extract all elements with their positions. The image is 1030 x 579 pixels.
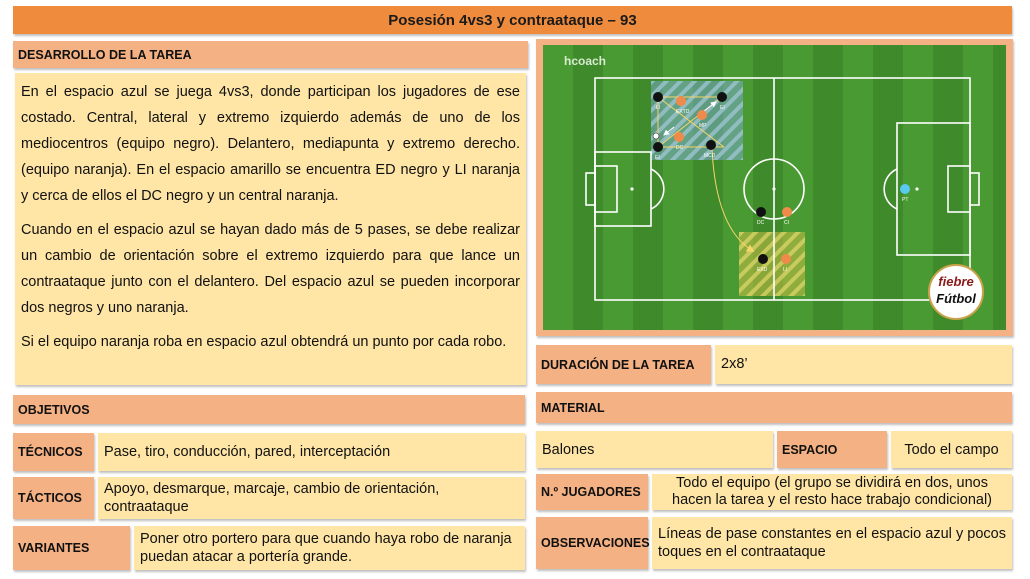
material-value: Balones (536, 431, 773, 468)
player-label: LI (783, 267, 788, 273)
player-label: EXD (757, 267, 768, 273)
player-label: DC (757, 220, 765, 226)
espacio-label: ESPACIO (777, 431, 887, 468)
player-label: EI (720, 105, 725, 111)
desarrollo-paragraph-3: Si el equipo naranja roba en espacio azul obtendrá un punto por cada robo. (21, 334, 507, 350)
variantes-label: VARIANTES (13, 526, 130, 570)
blue-zone (651, 81, 743, 160)
player-black (758, 254, 768, 264)
player-orange (674, 132, 684, 142)
player-label: PT (902, 197, 909, 203)
duracion-label: DURACIÓN DE LA TAREA (536, 345, 711, 384)
player-label: EXTD (676, 109, 690, 115)
observaciones-label: OBSERVACIONES (536, 517, 648, 569)
player-label: MP (699, 123, 707, 129)
player-black (653, 142, 663, 152)
player-label: MCD (704, 153, 716, 159)
desarrollo-paragraph-2: Cuando en el espacio azul se hayan dado más de 5 pases, se debe realizar un cambio de orientación sobre el extremo izquierdo para que lance un contraataque junto con el delantero. Del espacio azul se pueden incorporar dos negros y uno naranja. (21, 222, 520, 316)
brand-logo: hcoach (564, 54, 607, 68)
player-black (706, 140, 716, 150)
fiebre-futbol-logo (929, 265, 983, 319)
tacticos-label: TÁCTICOS (13, 477, 94, 519)
duracion-value: 2x8’ (715, 345, 1012, 384)
tacticos-value: Apoyo, desmarque, marcaje, cambio de orientación, contraataque (98, 477, 525, 519)
player-black (756, 207, 766, 217)
jugadores-value: Todo el equipo (el grupo se dividirá en dos, unos hacen la tarea y el resto hace trabajo condicional) (652, 474, 1012, 510)
player-label: EI (655, 155, 660, 161)
yellow-zone (739, 232, 805, 296)
svg-text:fiebre: fiebre (938, 274, 974, 289)
field-diagram (536, 39, 1013, 336)
desarrollo-paragraph-1: En el espacio azul se juega 4vs3, donde participan los jugadores de ese costado. Central, lateral y extremo izquierdo además de uno de los mediocentros (equipo negro). Delantero, mediapunta y extremo derecho. (equipo naranja). En el espacio amarillo se encuentra ED negro y LI naranja y cerca de ellos el DC negro y un central naranja. (21, 84, 520, 204)
tecnicos-label: TÉCNICOS (13, 433, 94, 471)
jugadores-label: N.º JUGADORES (536, 474, 648, 510)
player-orange (782, 207, 792, 217)
player-label: CI (784, 220, 789, 226)
material-header: MATERIAL (536, 392, 1012, 423)
player-black (653, 92, 663, 102)
espacio-value: Todo el campo (891, 431, 1012, 468)
variantes-value: Poner otro portero para que cuando haya robo de naranja puedan atacar a portería grande. (134, 526, 525, 570)
player-label: LI (656, 105, 661, 111)
objetivos-header: OBJETIVOS (13, 395, 525, 424)
player-orange (781, 254, 791, 264)
tecnicos-value: Pase, tiro, conducción, pared, interceptación (98, 433, 525, 471)
observaciones-value: Líneas de pase constantes en el espacio azul y pocos toques en el contraataque (652, 517, 1012, 569)
field-panel (536, 39, 1013, 336)
player-orange (697, 110, 707, 120)
desarrollo-header: DESARROLLO DE LA TAREA (13, 41, 528, 68)
ball-icon (653, 133, 659, 139)
player-black (717, 92, 727, 102)
svg-text:Fútbol: Fútbol (936, 291, 976, 306)
player-keeper (900, 184, 910, 194)
page-title: Posesión 4vs3 y contraataque – 93 (13, 6, 1012, 34)
player-label: DC (676, 145, 684, 151)
player-orange (676, 96, 686, 106)
desarrollo-text (15, 73, 526, 385)
